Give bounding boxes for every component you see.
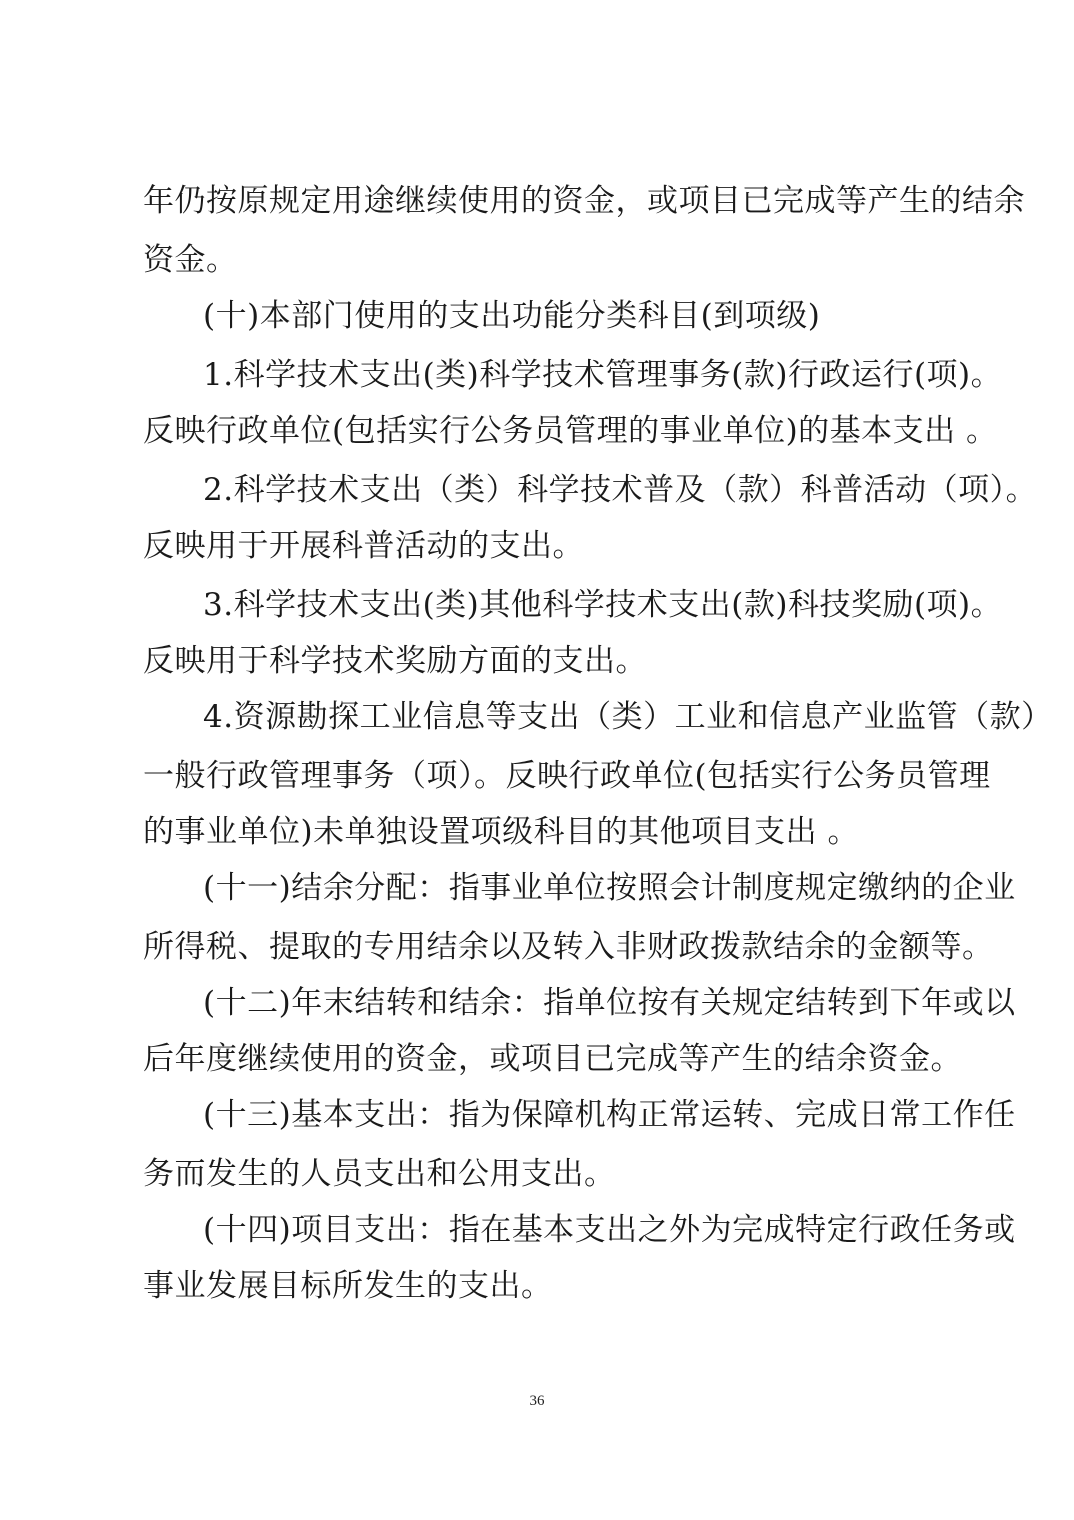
text-line: 的事业单位)未单独设置项级科目的其他项目支出 。 — [143, 814, 859, 850]
text-line: 2.科学技术支出（类）科学技术普及（款）科普活动（项）。 — [203, 472, 1038, 508]
text-line: 后年度继续使用的资金，或项目已完成等产生的结余资金。 — [143, 1041, 962, 1077]
text-line: 反映用于科学技术奖励方面的支出。 — [143, 643, 647, 679]
section-heading: (十二)年末结转和结余：指单位按有关规定结转到下年或以 — [203, 985, 1016, 1021]
text-line: 资金。 — [143, 242, 238, 278]
section-heading: (十四)项目支出：指在基本支出之外为完成特定行政任务或 — [203, 1212, 1016, 1248]
text-line: 4.资源勘探工业信息等支出（类）工业和信息产业监管（款） — [203, 699, 1053, 735]
text-line: 3.科学技术支出(类)其他科学技术支出(款)科技奖励(项)。 — [203, 587, 1003, 623]
section-heading: (十)本部门使用的支出功能分类科目(到项级) — [203, 298, 821, 334]
text-line: 务而发生的人员支出和公用支出。 — [143, 1156, 616, 1192]
text-line: 事业发展目标所发生的支出。 — [143, 1268, 553, 1304]
text-line: 反映行政单位(包括实行公务员管理的事业单位)的基本支出 。 — [143, 413, 998, 449]
text-line: 所得税、提取的专用结余以及转入非财政拨款结余的金额等。 — [143, 929, 994, 965]
text-line: 反映用于开展科普活动的支出。 — [143, 528, 584, 564]
text-line: 年仍按原规定用途继续使用的资金，或项目已完成等产生的结余 — [143, 183, 1025, 219]
text-line: 一般行政管理事务（项）。反映行政单位(包括实行公务员管理 — [143, 758, 991, 794]
page-number: 36 — [529, 1393, 545, 1409]
section-heading: (十一)结余分配：指事业单位按照会计制度规定缴纳的企业 — [203, 870, 1016, 906]
text-line: 1.科学技术支出(类)科学技术管理事务(款)行政运行(项)。 — [203, 357, 1003, 393]
section-heading: (十三)基本支出：指为保障机构正常运转、完成日常工作任 — [203, 1097, 1016, 1133]
